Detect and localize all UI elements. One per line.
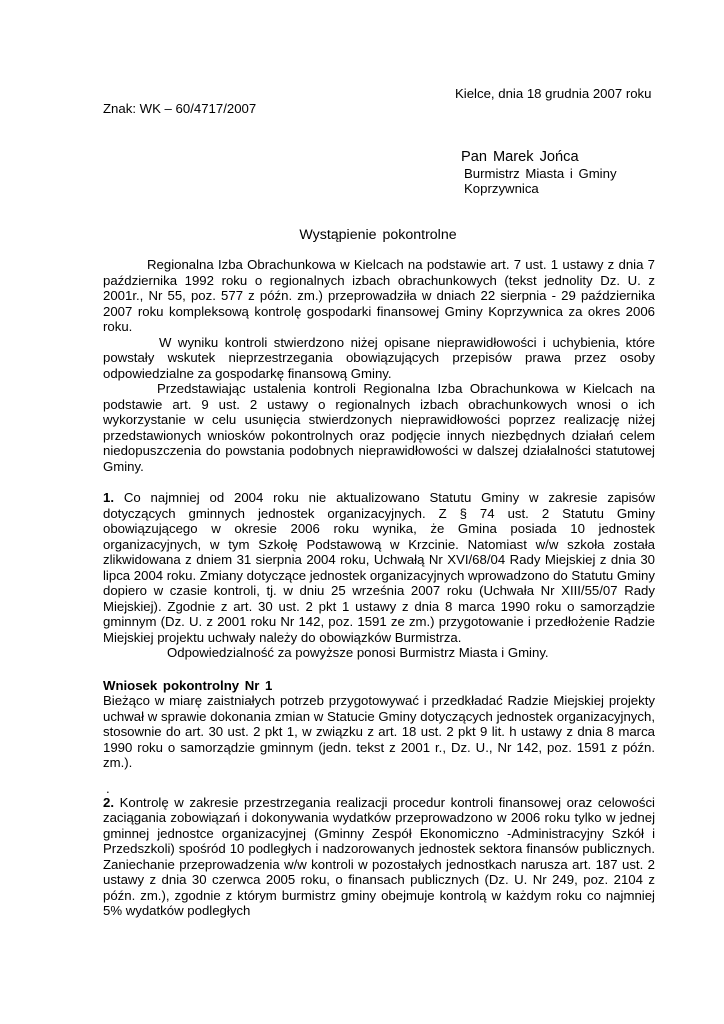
section-2-text: Kontrolę w zakresie przestrzegania realizacji procedur kontroli finansowej oraz celowości zaciągania zobowiązań i dokonywania wydatków przeprowadzono w 2006 roku tylko w jednej gminnej jednostce organizacyjnej (Gminny Zespół Ekonomiczno -Administracyjny Szkół i Przedszkoli) spośród 10 podległych i nadzorowanych jednostek sektora finansów publicznych. Zaniechanie przeprowadzenia w/w kontroli w pozostałych jednostkach narusza art. 187 ust. 2 ustawy z dnia 30 czerwca 2005 roku, o finansach publicznych (Dz. U. Nr 249, poz. 2104 z późn. zm.), zgodnie z którym burmistrz gminy obejmuje kontrolą w każdym roku co najmniej 5% wydatków podległych — [103, 794, 655, 918]
intro-paragraph-3: Przedstawiając ustalenia kontroli Regionalna Izba Obrachunkowa w Kielcach na podstawie art. 9 ust. 2 ustawy o regionalnych izbach obrachunkowych wnosi o ich wykorzystanie w celu usunięcia stwierdzonych nieprawidłowości poprzez realizację niżej przedstawionych wniosków pokontrolnych oraz podjęcie innych niezbędnych działań celem niedopuszczenia do powstania podobnych nieprawidłowości w dalszej działalności statutowej Gminy. — [103, 381, 655, 474]
intro-paragraph-1: Regionalna Izba Obrachunkowa w Kielcach na podstawie art. 7 ust. 1 ustawy z dnia 7 października 1992 roku o regionalnych izbach obrachunkowych (tekst jednolity Dz. U. z 2001r., Nr 55, poz. 577 z późn. zm.) przeprowadziła w dniach 22 sierpnia - 29 października 2007 roku kompleksową kontrolę gospodarki finansowej Gminy Koprzywnica za okres 2006 roku. — [103, 257, 655, 334]
addressee-place: Koprzywnica — [464, 181, 539, 196]
section-2-number: 2. — [103, 794, 114, 810]
section-1-number: 1. — [103, 490, 114, 505]
letter-body — [103, 257, 655, 919]
section-2-paragraph — [103, 795, 655, 919]
document-title: Wystąpienie pokontrolne — [299, 227, 457, 243]
wniosek-1-heading: Wniosek pokontrolny Nr 1 — [103, 677, 273, 693]
wniosek-1-text: Bieżąco w miarę zaistniałych potrzeb przygotowywać i przedkładać Radzie Miejskiej projekty uchwał w sprawie dokonania zmian w Statucie Gminy dotyczących jednostek organizacyjnych, stosownie do art. 30 ust. 2 pkt 1, w związku z art. 18 ust. 2 pkt 9 lit. h ustawy z dnia 8 marca 1990 roku o samorządzie gminnym (jedn. tekst z 2001 r., Dz. U., Nr 142, poz. 1591 z późn. zm.). — [103, 693, 655, 770]
section-1-paragraph — [103, 490, 655, 645]
addressee-block — [461, 148, 617, 196]
addressee-name: Pan Marek Jońca — [461, 149, 579, 165]
section-1-responsibility: Odpowiedzialność za powyższe ponosi Burmistrz Miasta i Gminy. — [167, 645, 549, 660]
reference-number: Znak: WK – 60/4717/2007 — [103, 101, 257, 116]
section-1-text: Co najmniej od 2004 roku nie aktualizowano Statutu Gminy w zakresie zapisów dotyczących gminnych jednostek organizacyjnych. Z § 74 ust. 2 Statutu Gminy obowiązującego w okresie 2006 roku wynika, że Gmina posiada 10 jednostek organizacyjnych, w tym Szkołę Podstawową w Krzcinie. Natomiast w/w szkoła została zlikwidowana z dniem 31 sierpnia 2004 roku, Uchwałą Nr XVI/68/04 Rady Miejskiej z dnia 30 lipca 2004 roku. Zmiany dotyczące jednostek organizacyjnych wprowadzono do Statutu Gminy dopiero w czasie kontroli, tj. w dniu 25 września 2007 roku (Uchwała Nr XIII/55/07 Rady Miejskiej). Zgodnie z art. 30 ust. 2 pkt 1 ustawy z dnia 8 marca 1990 roku o samorządzie gminnym (Dz. U. z 2001 roku Nr 142, poz. 1591 ze zm.) przygotowanie i przedłożenie Radzie Miejskiej projektu uchwały należy do obowiązków Burmistrza. — [103, 490, 655, 645]
letter-date: Kielce, dnia 18 grudnia 2007 roku — [455, 86, 652, 101]
addressee-title: Burmistrz Miasta i Gminy — [464, 166, 617, 181]
stray-dot: . — [106, 780, 110, 796]
intro-paragraph-2: W wyniku kontroli stwierdzono niżej opisane nieprawidłowości i uchybienia, które powstały wskutek nieprzestrzegania obowiązujących przepisów prawa przez osoby odpowiedzialne za gospodarkę finansową Gminy. — [103, 334, 655, 381]
